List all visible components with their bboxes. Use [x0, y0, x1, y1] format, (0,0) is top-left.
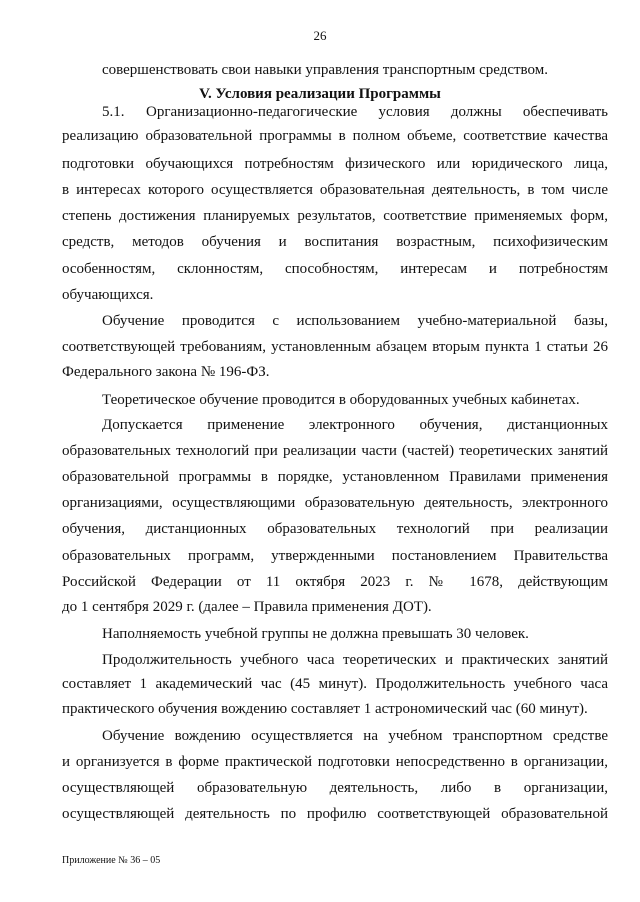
text-line: практического обучения вождению составляет 1 астрономический час (60 минут). — [62, 701, 588, 717]
text-line: соответствующей требованиям, установленным абзацем вторым пункта 1 статьи 26 — [62, 339, 608, 355]
text-line: реализацию образовательной программы в полном объеме, соответствие качества — [62, 128, 608, 144]
text-line: Наполняемость учебной группы не должна превышать 30 человек. — [102, 626, 529, 642]
text-line: средств, методов обучения и воспитания возрастным, психофизическим — [62, 234, 608, 250]
text-line: Организационно-педагогические условия должны обеспечивать — [146, 104, 608, 120]
text-line — [102, 102, 608, 122]
text-line: осуществляющей образовательную деятельность, либо в организации, — [62, 780, 608, 796]
page-number: 26 — [313, 28, 327, 43]
text-line: и организуется в форме практической подготовки непосредственно в организации, — [62, 754, 608, 770]
text-line: в интересах которого осуществляется образовательная деятельность, в том числе — [62, 182, 608, 198]
text-line: организациями, осуществляющими образовательную деятельность, электронного — [62, 495, 608, 511]
text-line: степень достижения планируемых результатов, соответствие применяемых форм, — [62, 208, 608, 224]
text-line: совершенствовать свои навыки управления транспортным средством. — [102, 62, 548, 78]
text-line: образовательной программы в порядке, установленном Правилами применения — [62, 469, 608, 485]
text-line: образовательных программ, утвержденными постановлением Правительства — [62, 548, 608, 564]
text-line: Обучение вождению осуществляется на учебном транспортном средстве — [102, 728, 608, 744]
text-line: составляет 1 академический час (45 минут). Продолжительность учебного часа — [62, 676, 608, 692]
text-line: осуществляющей деятельность по профилю соответствующей образовательной — [62, 806, 608, 822]
section-heading: V. Условия реализации Программы — [199, 86, 441, 102]
text-line: Федерального закона № 196-ФЗ. — [62, 364, 270, 380]
text-line: Обучение проводится с использованием учебно-материальной базы, — [102, 313, 608, 329]
text-line: образовательных технологий при реализации части (частей) теоретических занятий — [62, 443, 608, 459]
text-line: подготовки обучающихся потребностям физического или юридического лица, — [62, 156, 608, 172]
text-line: Теоретическое обучение проводится в оборудованных учебных кабинетах. — [102, 392, 580, 408]
text-line: Продолжительность учебного часа теоретических и практических занятий — [102, 652, 608, 668]
text-line: Российской Федерации от 11 октября 2023 г. № 1678, действующим — [62, 574, 608, 590]
text-line: Допускается применение электронного обучения, дистанционных — [102, 417, 608, 433]
text-line: обучающихся. — [62, 287, 154, 303]
text-line: особенностям, склонностям, способностям, интересам и потребностям — [62, 261, 608, 277]
text-line: до 1 сентября 2029 г. (далее – Правила применения ДОТ). — [62, 599, 432, 615]
footer-note: Приложение № 36 – 05 — [62, 855, 161, 866]
text-line: обучения, дистанционных образовательных технологий при реализации — [62, 521, 608, 537]
clause-number: 5.1. — [102, 104, 125, 120]
